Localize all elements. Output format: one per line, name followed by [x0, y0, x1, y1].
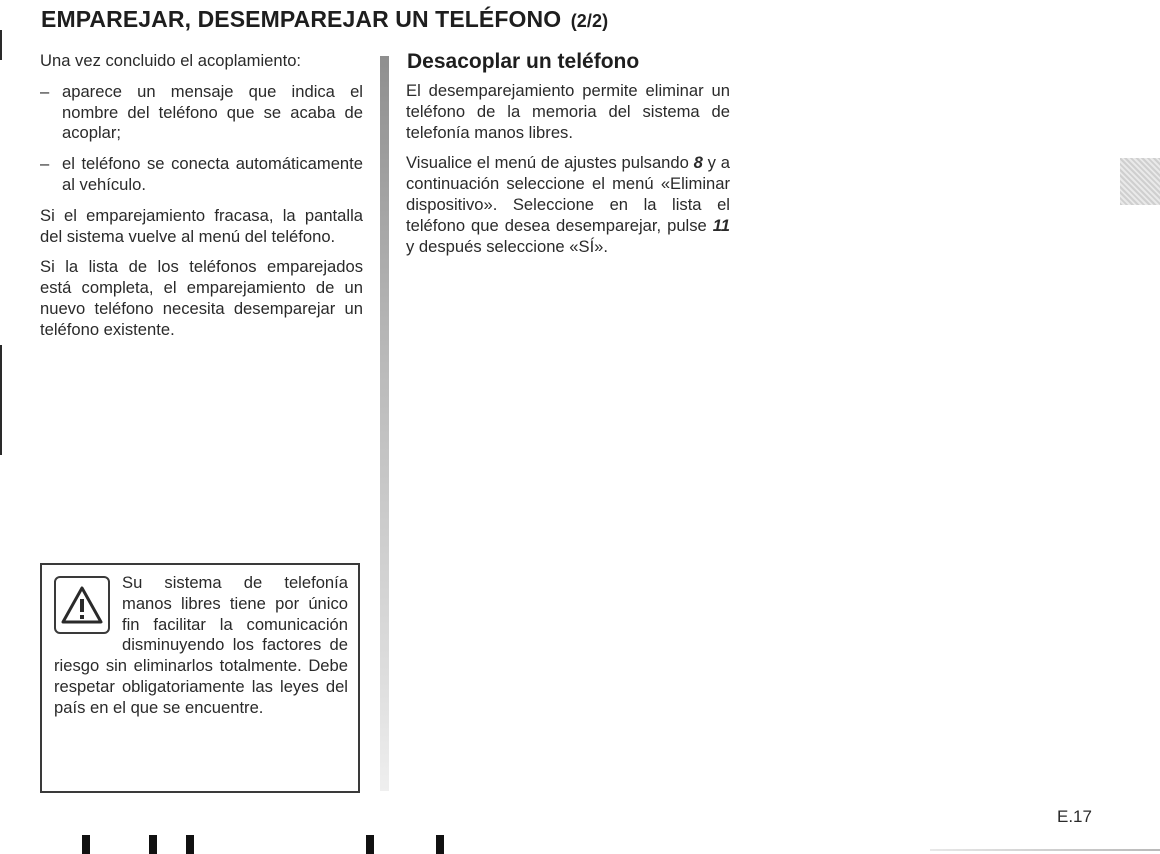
page-number: E.17 [1057, 807, 1092, 826]
intro-text: Una vez concluido el acoplamiento: [40, 51, 302, 70]
right-column [406, 50, 730, 267]
list-item: – el teléfono se conecta automáticamente al vehículo. [40, 154, 363, 194]
footer-rule [930, 849, 1160, 851]
list-item: – aparece un mensaje que indica el nombre del teléfono que se acaba de acoplar; [40, 81, 363, 143]
page-part-indicator: (2/2) [570, 11, 609, 31]
reference-number-8: 8 [693, 153, 703, 173]
column-divider [380, 56, 389, 791]
left-column [40, 51, 363, 351]
section-subtitle: Desacoplar un teléfono [407, 50, 640, 73]
print-mark [186, 835, 194, 854]
warning-box [40, 563, 360, 793]
list-full-text: Si la lista de los teléfonos emparejados está completa, el emparejamiento de un nuevo teléfono necesita desemparejar un teléfono existente. [40, 257, 363, 339]
reference-number-11: 11 [712, 215, 730, 235]
warning-text: Su sistema de telefonía manos libres tiene por único fin facilitar la comunicación disminuyendo los factores de riesgo sin eliminarlos totalmente. Debe respetar obligatoriamente las leyes del país en el que se encuentre. [54, 573, 348, 717]
warning-triangle-icon [54, 576, 110, 634]
print-mark [149, 835, 157, 854]
print-mark [82, 835, 90, 854]
page-edge-mark [0, 30, 2, 60]
pairing-failed-text: Si el emparejamiento fracasa, la pantalla del sistema vuelve al menú del teléfono. [40, 205, 363, 246]
page-title [41, 6, 608, 33]
unpair-instructions: Visualice el menú de ajustes pulsando 8 y a continuación seleccione el menú «Eliminar dispositivo». Seleccione en la lista el teléfono que desea desemparejar, pulse 11 y después seleccione «SÍ». [406, 153, 730, 256]
print-mark [436, 835, 444, 854]
print-mark [366, 835, 374, 854]
page-edge-mark [0, 345, 2, 455]
unpair-description: El desemparejamiento permite eliminar un teléfono de la memoria del sistema de telefonía manos libres. [406, 81, 730, 142]
chapter-tab-marker [1120, 158, 1160, 205]
page-title-text: EMPAREJAR, DESEMPAREJAR UN TELÉFONO [41, 6, 562, 32]
